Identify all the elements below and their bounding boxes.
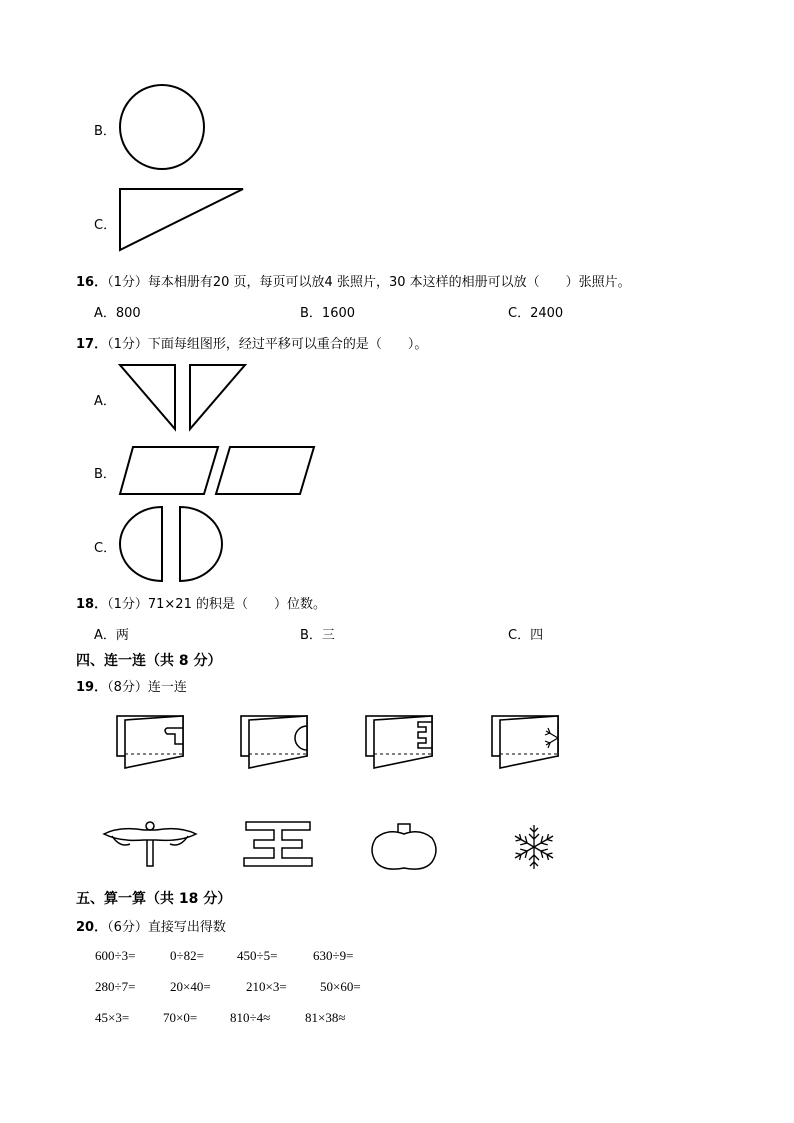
- mirrored-triangles-icon: [118, 363, 250, 433]
- q18-text: 71×21 的积是（ ）位数。: [147, 597, 326, 612]
- wang-character-icon[interactable]: [242, 818, 318, 872]
- q17-text: 下面每组图形，经过平移可以重合的是（ ）。: [147, 337, 428, 352]
- q17-option-c-label: C．: [94, 541, 117, 556]
- parallelograms-icon: [118, 445, 318, 497]
- q16-text: 每本相册有20 页，每页可以放4 张照片，30 本这样的相册可以放（ ）张照片。: [147, 275, 631, 290]
- q18-score: （1分）: [107, 597, 148, 612]
- q16-score: （1分）: [107, 275, 148, 290]
- folded-paper-half-circle-icon[interactable]: [239, 714, 319, 772]
- q16-stem: [76, 271, 631, 290]
- calc-item[interactable]: 630÷9=: [313, 948, 354, 963]
- q19-text: 连一连: [147, 680, 187, 695]
- q16-option-c[interactable]: C．2400: [508, 306, 564, 321]
- q15-option-b-label: B．: [94, 124, 116, 139]
- q20-stem: [76, 916, 226, 935]
- circle-shape-icon: [118, 84, 208, 170]
- calc-item[interactable]: 50×60=: [320, 979, 361, 994]
- q16-option-b[interactable]: B．1600: [300, 306, 356, 321]
- calc-item[interactable]: 810÷4≈: [230, 1010, 271, 1025]
- q20-number: 20．: [76, 920, 108, 935]
- apple-icon[interactable]: [368, 820, 440, 874]
- q17-score: （1分）: [107, 337, 148, 352]
- folded-paper-hook-shape-icon[interactable]: [115, 714, 195, 772]
- calc-item[interactable]: 45×3=: [95, 1010, 130, 1025]
- calc-item[interactable]: 280÷7=: [95, 979, 136, 994]
- q19-score: （8分）: [107, 680, 148, 695]
- q15-option-c-label: C．: [94, 218, 117, 233]
- calc-item[interactable]: 450÷5=: [237, 948, 278, 963]
- triangle-shape-icon: [118, 187, 246, 253]
- q20-score: （6分）: [107, 920, 148, 935]
- q18-option-c[interactable]: C．四: [508, 628, 544, 643]
- section-5-title: 五、算一算（共 18 分）: [76, 891, 232, 907]
- calc-item[interactable]: 81×38≈: [305, 1010, 346, 1025]
- q16-number: 16．: [76, 275, 108, 290]
- section-4-title: 四、连一连（共 8 分）: [76, 653, 222, 669]
- q16-option-a[interactable]: A．800: [94, 306, 141, 321]
- calc-item[interactable]: 70×0=: [163, 1010, 198, 1025]
- dragonfly-icon[interactable]: [100, 818, 200, 872]
- calc-item[interactable]: 210×3=: [246, 979, 287, 994]
- q18-stem: [76, 593, 326, 612]
- q19-stem: [76, 676, 187, 695]
- snowflake-icon[interactable]: [506, 820, 562, 874]
- folded-paper-e-shape-icon[interactable]: [364, 714, 444, 772]
- q17-stem: [76, 333, 427, 352]
- calc-item[interactable]: 600÷3=: [95, 948, 136, 963]
- q19-number: 19．: [76, 680, 108, 695]
- q18-option-a[interactable]: A．两: [94, 628, 129, 643]
- q18-option-b[interactable]: B．三: [300, 628, 335, 643]
- q17-option-b-label: B．: [94, 467, 116, 482]
- q20-text: 直接写出得数: [147, 920, 226, 935]
- half-circles-icon: [118, 505, 228, 585]
- q18-number: 18．: [76, 597, 108, 612]
- calc-item[interactable]: 20×40=: [170, 979, 211, 994]
- q17-option-a-label: A．: [94, 394, 116, 409]
- q17-number: 17．: [76, 337, 108, 352]
- folded-paper-half-snowflake-icon[interactable]: [490, 714, 570, 772]
- calc-item[interactable]: 0÷82=: [170, 948, 204, 963]
